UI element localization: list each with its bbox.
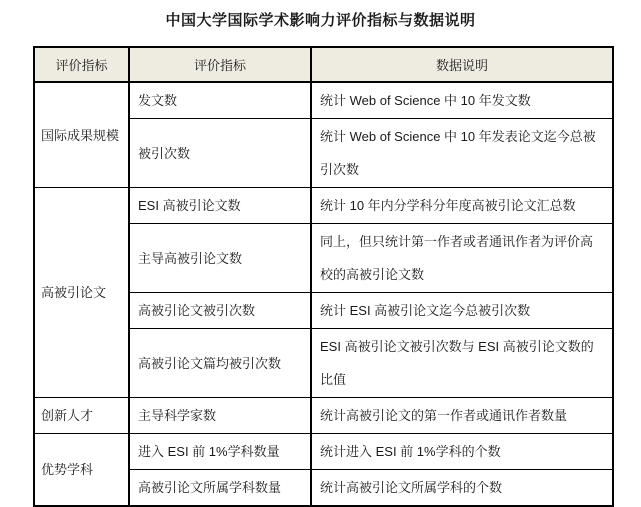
indicator-cell: 进入 ESI 前 1%学科数量: [129, 434, 311, 470]
indicator-cell: 主导科学家数: [129, 398, 311, 434]
table-row: [34, 398, 613, 434]
page-title: 中国大学国际学术影响力评价指标与数据说明: [165, 12, 476, 29]
table-row: [34, 82, 613, 119]
description-cell: ESI 高被引论文被引次数与 ESI 高被引论文数的比值: [311, 329, 613, 398]
description-cell: 统计 ESI 高被引论文迄今总被引次数: [311, 293, 613, 329]
indicator-cell: 发文数: [129, 82, 311, 119]
indicator-cell: 主导高被引论文数: [129, 224, 311, 293]
table-row: [34, 434, 613, 470]
description-cell: 统计高被引论文的第一作者或通讯作者数量: [311, 398, 613, 434]
description-cell: 统计高被引论文所属学科的个数: [311, 470, 613, 507]
indicator-cell: 被引次数: [129, 119, 311, 188]
header-description: 数据说明: [311, 47, 613, 82]
header-row: [34, 47, 613, 82]
description-cell: 统计 10 年内分学科分年度高被引论文汇总数: [311, 188, 613, 224]
indicator-cell: 高被引论文篇均被引次数: [129, 329, 311, 398]
header-indicator: 评价指标: [129, 47, 311, 82]
table-body: [34, 82, 613, 506]
category-cell: 优势学科: [34, 434, 129, 507]
description-cell: 统计进入 ESI 前 1%学科的个数: [311, 434, 613, 470]
description-cell: 同上，但只统计第一作者或者通讯作者为评价高校的高被引论文数: [311, 224, 613, 293]
indicator-cell: ESI 高被引论文数: [129, 188, 311, 224]
table-row: [34, 188, 613, 224]
indicator-cell: 高被引论文所属学科数量: [129, 470, 311, 507]
description-cell: 统计 Web of Science 中 10 年发文数: [311, 82, 613, 119]
description-cell: 统计 Web of Science 中 10 年发表论文迄今总被引次数: [311, 119, 613, 188]
evaluation-indicators-table: [33, 46, 614, 507]
category-cell: 国际成果规模: [34, 82, 129, 188]
category-cell: 高被引论文: [34, 188, 129, 398]
category-cell: 创新人才: [34, 398, 129, 434]
indicator-cell: 高被引论文被引次数: [129, 293, 311, 329]
header-category: 评价指标: [34, 47, 129, 82]
